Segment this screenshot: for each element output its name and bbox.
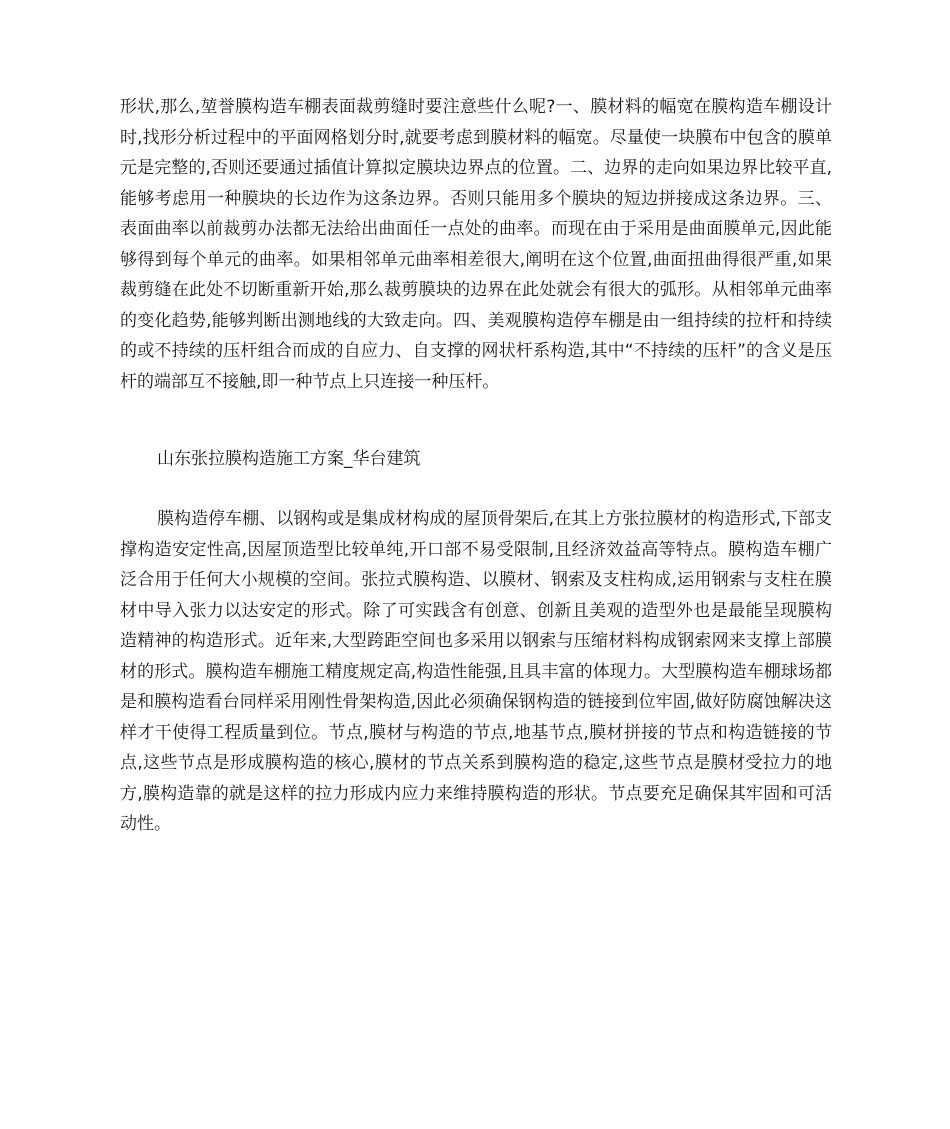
- body-paragraph-1: 形状,那么,堃誉膜构造车棚表面裁剪缝时要注意些什么呢?一、膜材料的幅宽在膜构造车棚设计时,找形分析过程中的平面网格划分时,就要考虑到膜材料的幅宽。尽量使一块膜布中包含的膜单元是完整的,否则还要通过插值计算拟定膜块边界点的位置。二、边界的走向如果边界比较平直,能够考虑用一种膜块的长边作为这条边界。否则只能用多个膜块的短边拼接成这条边界。三、表面曲率以前裁剪办法都无法给出曲面任一点处的曲率。而现在由于采用是曲面膜单元,因此能够得到每个单元的曲率。如果相邻单元曲率相差很大,阐明在这个位置,曲面扭曲得很严重,如果裁剪缝在此处不切断重新开始,那么裁剪膜块的边界在此处就会有很大的弧形。从相邻单元曲率的变化趋势,能够判断出测地线的大致走向。四、美观膜构造停车棚是由一组持续的拉杆和持续的或不持续的压杆组合而成的自应力、自支撑的网状杆系构造,其中“不持续的压杆”的含义是压杆的端部互不接触,即一种节点上只连接一种压杆。: [120, 97, 832, 392]
- body-paragraph-2: 膜构造停车棚、以钢构或是集成材构成的屋顶骨架后,在其上方张拉膜材的构造形式,下部支撑构造安定性高,因屋顶造型比较单纯,开口部不易受限制,且经济效益高等特点。膜构造车棚广泛合用于任何大小规模的空间。张拉式膜构造、以膜材、钢索及支柱构成,运用钢索与支柱在膜材中导入张力以达安定的形式。除了可实践含有创意、创新且美观的造型外也是最能呈现膜构造精神的构造形式。近年来,大型跨距空间也多采用以钢索与压缩材料构成钢索网来支撑上部膜材的形式。膜构造车棚施工精度规定高,构造性能强,且具丰富的体现力。大型膜构造车棚球场都是和膜构造看台同样采用刚性骨架构造,因此必须确保钢构造的链接到位牢固,做好防腐蚀解决这样才干使得工程质量到位。节点,膜材与构造的节点,地基节点,膜材拼接的节点和构造链接的节点,这些节点是形成膜构造的核心,膜材的节点关系到膜构造的稳定,这些节点是膜材受拉力的地方,膜构造靠的就是这样的拉力形成内应力来维持膜构造的形状。节点要充足确保其牢固和可活动性。: [120, 509, 832, 834]
- section-heading: 山东张拉膜构造施工方案_华台建筑: [157, 449, 421, 469]
